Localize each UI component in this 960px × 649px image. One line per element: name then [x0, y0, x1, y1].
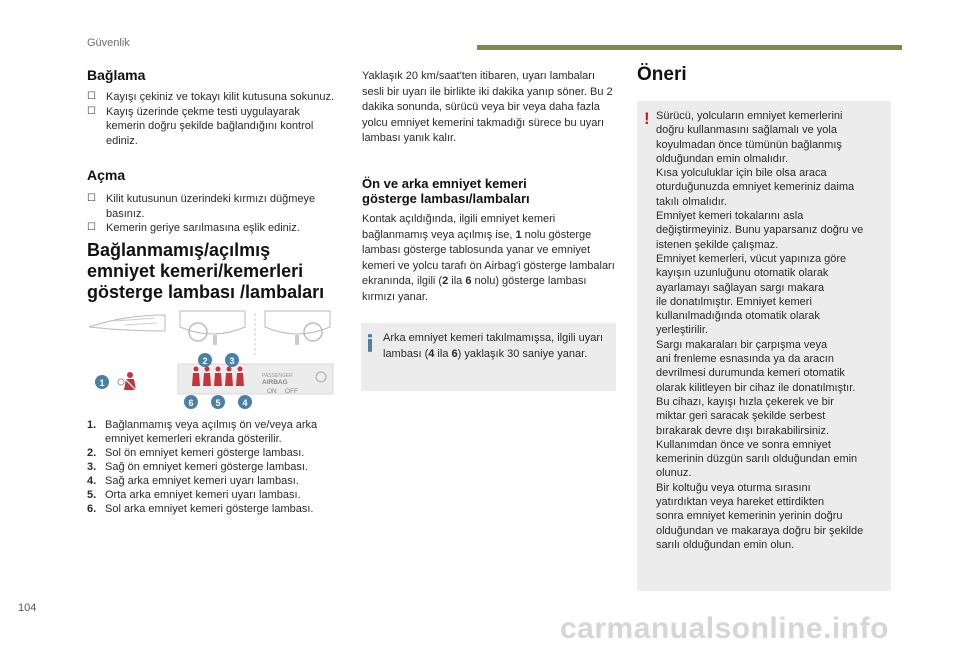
warning-text [656, 109, 888, 552]
column-middle [362, 69, 617, 147]
warning-line: oturduğunuzda emniyet kemeriniz daima [656, 181, 855, 194]
lamps-heading: Bağlanmamış/açılmış emniyet kemeri/kemerleri gösterge lambası /lambaları [87, 240, 325, 302]
list-item: 3. Sağ ön emniyet kemeri gösterge lambası. [87, 461, 308, 473]
warning-line: sarılı olduğundan emin olun. [656, 538, 795, 551]
front-rear-paragraph: Kontak açıldığında, ilgili emniyet kemeri bağlanmamış veya açılmış ise, 1 nolu gösterge lambası gösterge tablosunda yanar ve emniyet kemeri ve yolcu tarafı ön Airbag'i gösterge lambaları ekranında, ilgili (2 ila 6 nolu) gösterge lambası kırmızı yanar. [362, 213, 615, 303]
watermark: carmanualsonline.info [560, 612, 889, 645]
warning-line: kayışın uzunluğunu otomatik olarak [656, 267, 829, 280]
warning-line: sonra emniyet kemerinin yerinin doğru [656, 510, 843, 523]
warning-line: bırakarak devre dışı bırakabilirsiniz. [656, 424, 830, 437]
warning-line: ayarlamayı sağlayan sargı makara [656, 281, 825, 294]
warning-line: koyulmadan önce tümünün bağlanmış [656, 138, 842, 151]
seatbelt-lamps-figure [85, 305, 345, 415]
oneri-heading: Öneri [637, 64, 687, 85]
warning-line: olduğundan emin olmalıdır. [656, 152, 789, 165]
warning-line: Emniyet kemeri tokalarını asla [656, 210, 804, 223]
checkbox-bullet-icon: ☐ [87, 193, 96, 204]
svg-text:2: 2 [202, 356, 208, 366]
page-number: 104 [18, 602, 37, 614]
warning-line: Emniyet kemerleri, vücut yapınıza göre [656, 252, 847, 265]
warning-line: takılı olmalıdır. [656, 195, 727, 208]
warning-line: değiştirmeyiniz. Bunu yaparsanız doğru ve [656, 224, 864, 237]
checkbox-bullet-icon: ☐ [87, 91, 96, 102]
warning-box [637, 101, 891, 591]
warning-line: miktar geri saracak şekilde serbest [656, 410, 826, 423]
list-item: ☐ Kemerin geriye sarılmasına eşlik ediniz. [87, 222, 300, 234]
column-left [87, 67, 337, 148]
warning-line: Sargı makaraları bir çarpışma veya [656, 338, 828, 351]
warning-line: devrilmesi durumunda kemeri otomatik [656, 367, 845, 380]
list-item: 1. Bağlanmamış veya açılmış ön ve/veya arka emniyet kemerleri ekranda gösterilir. [87, 419, 318, 445]
warning-line: Sürücü, yolcuların emniyet kemerlerini [656, 110, 843, 122]
svg-text:4: 4 [242, 398, 248, 408]
warning-line: yatırdıktan veya hareket ettirdikten [656, 496, 825, 509]
list-item: ☐ Kayış üzerinde çekme testi uygulayarak kemerin doğru şekilde bağlandığını kontrol ediniz. [87, 105, 314, 147]
acma-list [87, 192, 337, 236]
acma-section [87, 167, 337, 236]
warning-line: Bir koltuğu veya oturma sırasını [656, 481, 811, 494]
svg-text:5: 5 [215, 398, 221, 408]
exclamation-icon: ! [644, 109, 650, 128]
svg-text:1: 1 [99, 378, 105, 388]
svg-text:3: 3 [229, 356, 235, 366]
svg-text:6: 6 [188, 398, 194, 408]
warning-line: yerleştirilir. [656, 324, 708, 337]
warning-line: ani frenleme esnasında ya da aracın [656, 353, 834, 366]
svg-text:AIRBAG: AIRBAG [262, 379, 288, 386]
checkbox-bullet-icon: ☐ [87, 105, 96, 117]
list-item: 5. Orta arka emniyet kemeri uyarı lambası. [87, 489, 301, 501]
warning-line: Kullanımdan önce ve sonra emniyet [656, 438, 831, 451]
svg-text:PASSENGER: PASSENGER [262, 373, 293, 379]
list-item: 2. Sol ön emniyet kemeri gösterge lambası. [87, 447, 305, 459]
belt-display-panel [178, 364, 333, 394]
steering-wheel-icon [189, 323, 207, 341]
warning-line: doğru kullanmasını sağlamalı ve yola [656, 124, 837, 137]
warning-line: Kısa yolculuklar için bile olsa araca [656, 167, 827, 180]
seatbelt-icon [127, 372, 133, 378]
warning-line: ile donatılmıştır. Emniyet kemeri [656, 295, 812, 308]
section-title: Güvenlik [87, 37, 130, 49]
warning-line: kemerinin düzgün sarılı olduğundan emin [656, 453, 858, 466]
warning-line: Bu cihazı, kayışı hızla çekerek ve bir [656, 395, 834, 408]
list-item: ☐ Kayışı çekiniz ve tokayı kilit kutusuna sokunuz. [87, 91, 335, 103]
list-item: 6. Sol arka emniyet kemeri gösterge lambası. [87, 503, 314, 515]
list-item: 4. Sağ arka emniyet kemeri uyarı lambası. [87, 475, 299, 487]
list-item: ☐ Kilit kutusunun üzerindeki kırmızı düğmeye basınız. [87, 193, 316, 220]
baglama-list [87, 90, 337, 148]
info-icon [368, 332, 372, 354]
heading-baglama: Bağlama [87, 67, 146, 83]
console-right-icon [265, 311, 330, 334]
numbered-legend [87, 418, 342, 516]
svg-text:ON: ON [267, 388, 277, 395]
heading-acma: Açma [87, 167, 126, 183]
front-rear-heading: Ön ve arka emniyet kemeri gösterge lambası/lambaları [362, 176, 530, 206]
warning-line: olunuz. [656, 467, 692, 480]
section-accent-bar [477, 45, 902, 50]
intro-paragraph: Yaklaşık 20 km/saat'ten itibaren, uyarı lambaları sesli bir uyarı ile birlikte iki dakika yanıp söner. Bu 2 dakika sonunda, sürücü veya bir veya daha fazla yolcu emniyet kemerini takmadığı sürece bu uyarı lambası yanık kalır. [362, 70, 613, 144]
svg-text:OFF: OFF [285, 388, 298, 395]
warning-line: kullanılmadığında otomatik olarak [656, 310, 820, 323]
checkbox-bullet-icon: ☐ [87, 222, 96, 233]
warning-line: olduğundan ve makaraya doğru bir şekilde [656, 524, 864, 537]
info-box: Arka emniyet kemeri takılmamışsa, ilgili uyarı lambası (4 ila 6) yaklaşık 30 saniye yanar. [361, 323, 616, 391]
warning-line: istenen şekilde çalışmaz. [656, 238, 779, 251]
warning-line: olarak kilitleyen bir cihaz ile donatılmıştır. [656, 381, 856, 394]
